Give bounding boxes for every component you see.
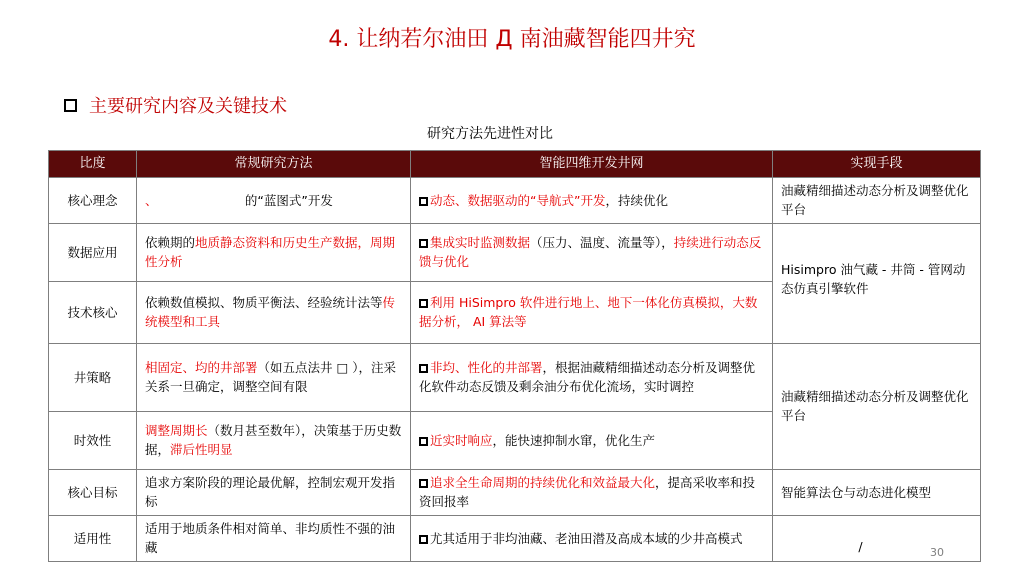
conv-text: 的“蓝图式”开发 <box>157 192 333 208</box>
row-smart <box>411 343 773 411</box>
smart-text-red: 集成实时监测数据 <box>430 234 531 250</box>
row-smart <box>411 281 773 343</box>
smart-text-red: 持续进行动态反馈与优化 <box>419 234 762 270</box>
row-dimension: 核心目标 <box>49 469 137 515</box>
conv-text-red: 相固定、均的井部署 <box>145 359 258 375</box>
header-conventional: 常规研究方法 <box>137 151 411 178</box>
checkbox-square-icon <box>419 239 428 248</box>
means-text: 油藏精细描述动态分析及调整优化平台 <box>781 388 969 424</box>
table-row <box>49 515 981 561</box>
checkbox-square-icon <box>419 535 428 544</box>
table-row <box>49 343 981 411</box>
table-row <box>49 223 981 281</box>
checkbox-square-icon <box>419 197 428 206</box>
checkbox-square-icon <box>419 437 428 446</box>
header-smart: 智能四维开发井网 <box>411 151 773 178</box>
row-conventional <box>137 223 411 281</box>
conv-text: （数月甚至数年），决策基于历史数据， <box>145 422 402 458</box>
row-dimension: 核心理念 <box>49 178 137 224</box>
smart-text: ，持续优化 <box>605 192 668 208</box>
smart-text: （压力、温度、流量等）， <box>530 234 674 250</box>
checkbox-square-icon <box>419 479 428 488</box>
row-means <box>773 223 981 343</box>
section-heading-text: 主要研究内容及关键技术 <box>89 96 287 117</box>
row-smart <box>411 469 773 515</box>
row-smart <box>411 223 773 281</box>
table-row <box>49 178 981 224</box>
row-means: 油藏精细描述动态分析及调整优化平台 <box>773 178 981 224</box>
table-title: 研究方法先进性对比 <box>427 126 553 142</box>
row-dimension: 技术核心 <box>49 281 137 343</box>
checkbox-square-icon <box>419 364 428 373</box>
conv-text: 依赖数值模拟、物质平衡法、经验统计法等 <box>145 294 383 310</box>
smart-text: ，提高采收率和投资回报率 <box>419 474 756 510</box>
row-conventional <box>137 343 411 411</box>
row-dimension: 时效性 <box>49 411 137 469</box>
conv-text: （如五点法井 □ ），注采关系一旦确定，调整空间有限 <box>145 359 397 395</box>
row-smart <box>411 178 773 224</box>
smart-text-red: 非均、性化的井部署 <box>430 359 543 375</box>
row-dimension: 适用性 <box>49 515 137 561</box>
smart-text-red: 追求全生命周期的持续优化和效益最大化 <box>430 474 656 490</box>
row-means: / <box>773 515 981 561</box>
header-means: 实现手段 <box>773 151 981 178</box>
conv-text-red: 滞后性明显 <box>170 442 233 458</box>
row-conventional <box>137 411 411 469</box>
row-dimension: 井策略 <box>49 343 137 411</box>
page-number: 30 <box>930 546 944 559</box>
section-heading <box>64 92 287 118</box>
checkbox-square-icon <box>419 299 428 308</box>
row-smart <box>411 411 773 469</box>
slide-title: 4. 让纳若尔油田 Д 南油藏智能四井究 <box>328 27 696 52</box>
row-conventional <box>137 178 411 224</box>
conv-text: 依赖期的 <box>145 234 196 250</box>
smart-text: ，根据油藏精细描述动态分析及调整优化软件动态反馈及剩余油分布优化流场，实时调控 <box>419 359 756 395</box>
smart-text: ，能快速抑制水窜，优化生产 <box>492 432 656 448</box>
header-dimension: 比度 <box>49 151 137 178</box>
row-smart <box>411 515 773 561</box>
row-conventional <box>137 281 411 343</box>
conv-text-red: 、 <box>145 192 158 208</box>
table-header-row <box>49 151 981 178</box>
smart-text-red: 近实时响应 <box>430 432 493 448</box>
means-text: Hisimpro 油气藏 - 井筒 - 管网动态仿真引擎软件 <box>781 261 966 297</box>
conv-text-red: 传统模型和工具 <box>145 294 396 330</box>
square-bullet-icon <box>64 99 77 112</box>
row-conventional: 适用于地质条件相对简单、非均质性不强的油藏 <box>137 515 411 561</box>
table-row <box>49 469 981 515</box>
smart-text: 尤其适用于非均油藏、老油田潜及高成本域的少井高模式 <box>430 530 743 546</box>
row-conventional: 追求方案阶段的理论最优解，控制宏观开发指标 <box>137 469 411 515</box>
smart-text-red: 利用 HiSimpro 软件进行地上、地下一体化仿真模拟，大数据分析， AI 算法等 <box>419 294 758 330</box>
conv-text-red: 调整周期长 <box>145 422 208 438</box>
row-means <box>773 343 981 469</box>
conv-text-red: 地质静态资料和历史生产数据，周期性分析 <box>145 234 396 270</box>
row-dimension: 数据应用 <box>49 223 137 281</box>
comparison-table <box>48 150 981 562</box>
smart-text-red: 动态、数据驱动的“导航式”开发 <box>430 192 606 208</box>
row-means: 智能算法仓与动态进化模型 <box>773 469 981 515</box>
